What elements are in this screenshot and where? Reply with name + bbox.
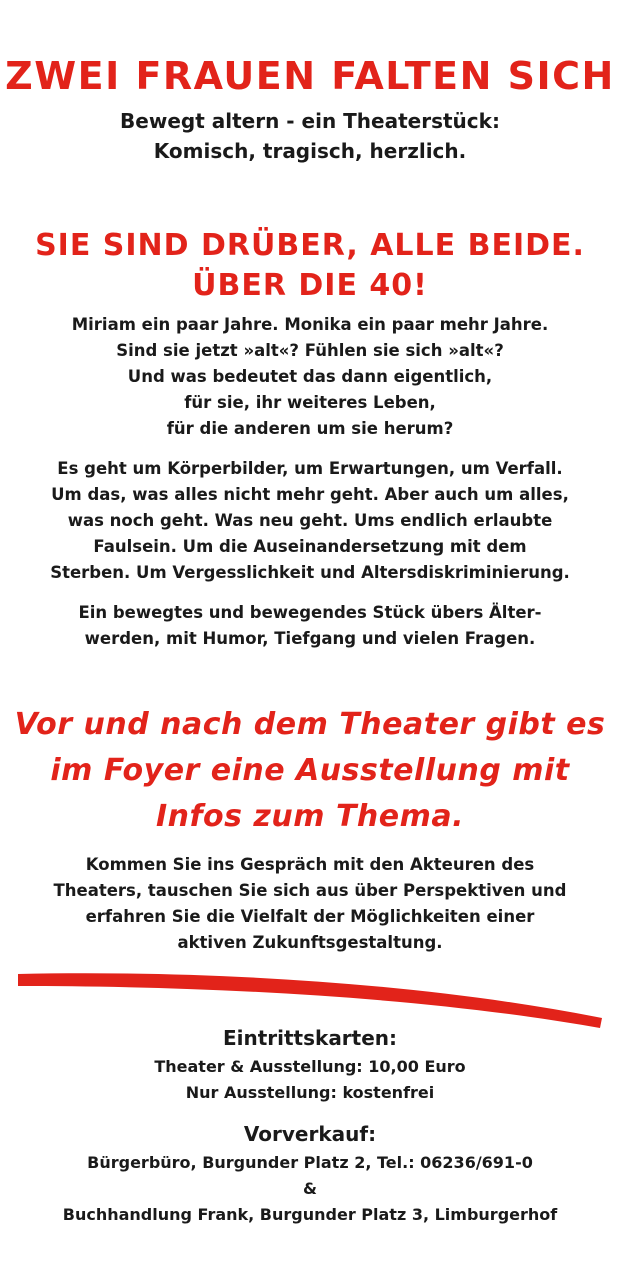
- heading-line: Vor und nach dem Theater gibt es: [14, 707, 606, 742]
- paragraph-line: Miriam ein paar Jahre. Monika ein paar mehr Jahre.: [71, 315, 549, 334]
- presale-location-bookshop: Buchhandlung Frank, Burgunder Platz 3, Limburgerhof: [62, 1205, 558, 1224]
- heading-line: SIE SIND DRÜBER, ALLE BEIDE.: [35, 228, 585, 263]
- paragraph-line: Ein bewegtes und bewegendes Stück übers Älter-: [78, 603, 542, 622]
- paragraph-line: erfahren Sie die Vielfalt der Möglichkeiten einer: [85, 907, 535, 926]
- section-heading-age: [0, 226, 620, 306]
- paragraph-line: Es geht um Körperbilder, um Erwartungen, um Verfall.: [57, 459, 563, 478]
- presale-location-buergerbuero: Bürgerbüro, Burgunder Platz 2, Tel.: 06236/691-0: [87, 1153, 533, 1172]
- paragraph-line: Faulsein. Um die Auseinandersetzung mit dem: [93, 537, 527, 556]
- paragraph-line: Und was bedeutet das dann eigentlich,: [127, 367, 493, 386]
- paragraph-line: aktiven Zukunftsgestaltung.: [177, 933, 443, 952]
- heading-line: Infos zum Thema.: [155, 799, 465, 834]
- paragraph-line: für sie, ihr weiteres Leben,: [184, 393, 436, 412]
- subtitle: [0, 106, 620, 166]
- paragraph-summary: [0, 600, 620, 652]
- paragraph-line: Sterben. Um Vergesslichkeit und Altersdiskriminierung.: [50, 563, 570, 582]
- paragraph-line: Kommen Sie ins Gespräch mit den Akteuren des: [85, 855, 535, 874]
- paragraph-line: für die anderen um sie herum?: [166, 419, 454, 438]
- paragraph-intro: [0, 312, 620, 442]
- paragraph-line: Um das, was alles nicht mehr geht. Aber auch um alles,: [51, 485, 569, 504]
- heading-line: ÜBER DIE 40!: [192, 268, 428, 303]
- paragraph-line: werden, mit Humor, Tiefgang und vielen Fragen.: [84, 629, 536, 648]
- paragraph-line: was noch geht. Was neu geht. Ums endlich erlaubte: [67, 511, 553, 530]
- tickets-heading: Eintrittskarten:: [222, 1026, 398, 1050]
- subtitle-line: Bewegt altern - ein Theaterstück:: [120, 109, 500, 133]
- paragraph-exhibition: [0, 852, 620, 956]
- section-heading-exhibition: [0, 702, 620, 840]
- paragraph-line: Sind sie jetzt »alt«? Fühlen sie sich »alt«?: [116, 341, 504, 360]
- heading-line: im Foyer eine Ausstellung mit: [50, 753, 570, 788]
- ticket-price-full: Theater & Ausstellung: 10,00 Euro: [154, 1057, 466, 1076]
- presale-heading: Vorverkauf:: [243, 1122, 377, 1146]
- paragraph-topics: [0, 456, 620, 586]
- paragraph-line: Theaters, tauschen Sie sich aus über Perspektiven und: [53, 881, 567, 900]
- subtitle-line: Komisch, tragisch, herzlich.: [153, 139, 467, 163]
- main-title: ZWEI FRAUEN FALTEN SICH: [5, 54, 615, 98]
- presale-ampersand: &: [303, 1179, 317, 1198]
- ticket-price-exhibition: Nur Ausstellung: kostenfrei: [185, 1083, 435, 1102]
